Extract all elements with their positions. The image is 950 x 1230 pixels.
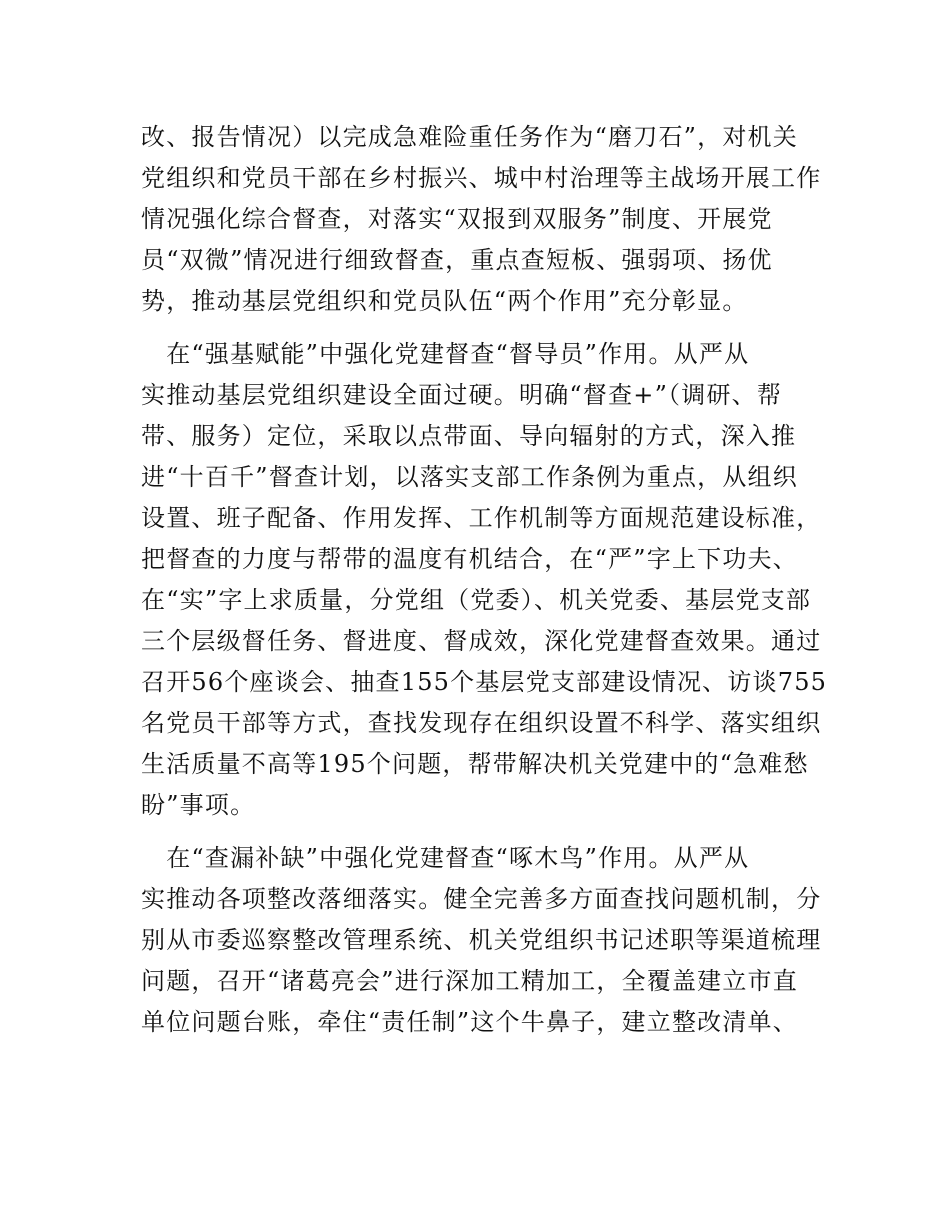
text-line: 员“双微”情况进行细致督查，重点查短板、强弱项、扬优 [141,246,773,274]
paragraph [141,838,822,1043]
text-line: 势，推动基层党组织和党员队伍“两个作用”充分彰显。 [141,287,748,315]
text-line: 别从市委巡察整改管理系统、机关党组织书记述职等渠道梳理 [141,926,822,954]
text-line: 召开56个座谈会、抽查155个基层党支部建设情况、访谈755 [141,668,828,696]
paragraph [141,334,828,826]
text-line: 实推动各项整改落细落实。健全完善多方面查找问题机制，分 [141,885,822,913]
text-line: 盼”事项。 [141,791,256,819]
text-line: 实推动基层党组织建设全面过硬。明确“督查+”（调研、帮 [141,381,783,409]
text-line: 情况强化综合督查，对落实“双报到双服务”制度、开展党 [141,205,773,233]
text-line: 党组织和党员干部在乡村振兴、城中村治理等主战场开展工作 [141,164,822,192]
text-line: 生活质量不高等195个问题，帮带解决机关党建中的“急难愁 [141,750,809,778]
text-line: 进“十百千”督查计划，以落实支部工作条例为重点，从组织 [141,463,798,491]
text-line: 问题，召开“诸葛亮会”进行深加工精加工，全覆盖建立市直 [141,967,798,995]
text-line: 单位问题台账，牵住“责任制”这个牛鼻子，建立整改清单、 [141,1008,798,1036]
text-line: 在“查漏补缺”中强化党建督查“啄木鸟”作用。从严从 [141,844,750,872]
paragraph-spacer [141,322,813,334]
text-line: 把督查的力度与帮带的温度有机结合，在“严”字上下功夫、 [141,545,798,573]
paragraph-spacer [141,826,813,838]
document-body [141,117,828,1043]
text-line: 在“强基赋能”中强化党建督查“督导员”作用。从严从 [141,340,750,368]
text-line: 带、服务）定位，采取以点带面、导向辐射的方式，深入推 [141,422,797,450]
paragraph [141,117,822,322]
text-line: 名党员干部等方式，查找发现存在组织设置不科学、落实组织 [141,709,822,737]
text-line: 设置、班子配备、作用发挥、工作机制等方面规范建设标准， [141,504,822,532]
text-line: 三个层级督任务、督进度、督成效，深化党建督查效果。通过 [141,627,822,655]
text-line: 改、报告情况）以完成急难险重任务作为“磨刀石”，对机关 [141,123,798,151]
text-line: 在“实”字上求质量，分党组（党委）、机关党委、基层党支部 [141,586,812,614]
